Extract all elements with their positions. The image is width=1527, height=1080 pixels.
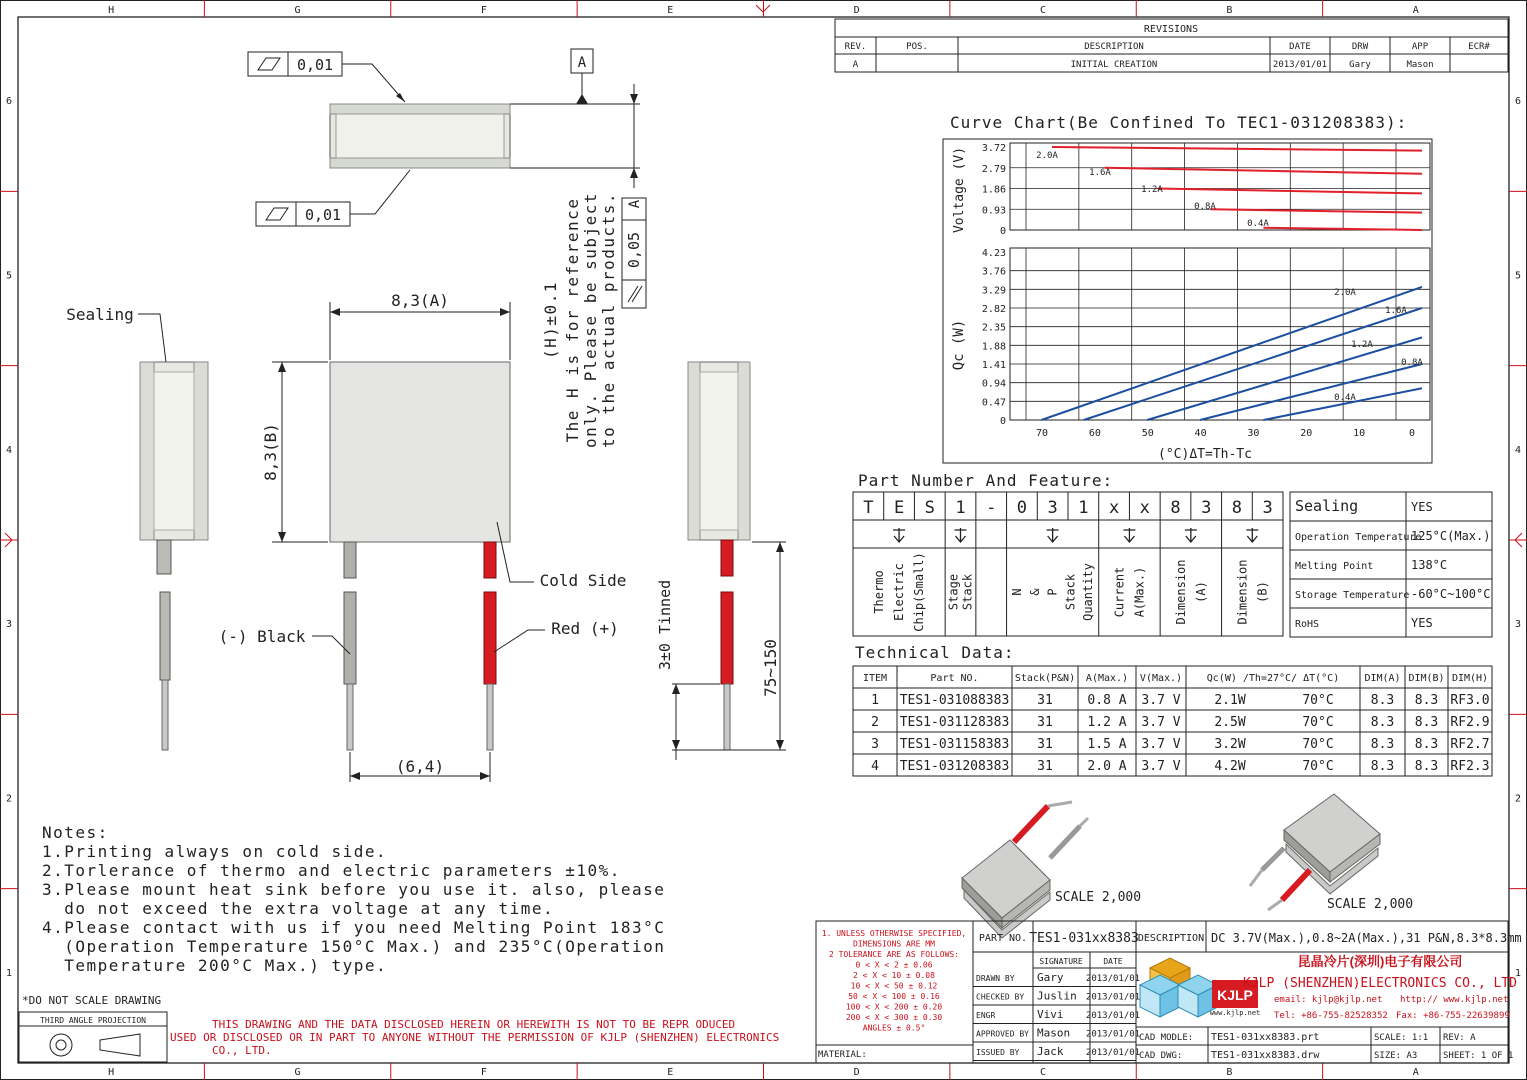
tech-cell: 8.3 [1370, 759, 1395, 774]
pn-char: T [863, 498, 874, 518]
tech-header: Stack(P&N) [1014, 673, 1076, 684]
disclaimer-line: USED OR DISCLOSED OR IN PART TO ANYONE WITHOUT THE PERMISSION OF KJLP (SHENZHEN) ELECTRONICS [170, 1031, 780, 1044]
note-line: 3.Please mount heat sink before you use it. also, please [42, 880, 666, 899]
h-note-line: to the actual products. [599, 191, 618, 449]
zone-col-top: E [667, 5, 674, 16]
y-tick-label: 0 [999, 416, 1006, 427]
x-axis-label: (°C)ΔT=Th-Tc [1158, 447, 1252, 462]
tech-cell: TES1-031158383 [899, 737, 1010, 752]
signature-role: ENGR [976, 1011, 996, 1020]
revision-cell: Mason [1406, 60, 1434, 70]
tolerance-line: 2 TOLERANCE ARE AS FOLLOWS: [828, 950, 960, 959]
qc-axis-label: Qc (W) [951, 319, 967, 371]
zone-col-bottom: A [1412, 1067, 1419, 1078]
signature-role: CHECKED BY [976, 992, 1025, 1002]
zone-row-right: 6 [1514, 96, 1522, 108]
tech-cell: TES1-031128383 [899, 715, 1010, 730]
tinned-label: 3±0 Tinned [656, 579, 674, 671]
tech-header: DIM(A) [1364, 673, 1401, 684]
x-tick-label: 40 [1194, 428, 1207, 439]
company-tel: Tel: +86-755-82528352 [1274, 1011, 1388, 1021]
notes-title: Notes: [42, 823, 109, 842]
zone-row-left: 2 [5, 793, 13, 805]
tech-cell-qc: 2.1W [1214, 693, 1246, 708]
company-fax: Fax: +86-755-22639899 [1396, 1011, 1510, 1021]
pn-group-label: Quantity [1081, 563, 1096, 621]
pn-char: 8 [1170, 498, 1181, 518]
revision-header: DRW [1351, 42, 1369, 52]
feature-value: 138°C [1411, 558, 1448, 572]
tech-cell: TES1-031208383 [899, 759, 1010, 774]
company-email: email: kjlp@kjlp.net [1274, 995, 1383, 1005]
revision-header: POS. [906, 42, 928, 52]
revision-cell: INITIAL CREATION [1070, 60, 1158, 70]
series-label: 0.4A [1247, 219, 1269, 229]
tech-cell-qc: 2.5W [1214, 715, 1246, 730]
y-tick-label: 3.76 [981, 266, 1006, 278]
part-no-label: PART NO. [978, 933, 1028, 944]
tech-cell: 2.0 A [1087, 759, 1127, 774]
signature-name: Jack [1037, 1045, 1064, 1058]
tech-cell: RF3.0 [1450, 693, 1490, 708]
signature-date: 2013/01/01 [1085, 1011, 1141, 1021]
pitch-dimension: (6,4) [395, 757, 445, 776]
pn-char: 1 [1078, 498, 1089, 518]
x-tick-label: 10 [1353, 428, 1366, 439]
width-dimension: 8,3(A) [391, 291, 449, 310]
cad-model-value: TES1-031xx8383.prt [1211, 1032, 1320, 1043]
tech-cell-dt: 70°C [1302, 737, 1334, 752]
tolerance-line: 2 < X < 10 ± 0.08 [853, 971, 935, 980]
company-name-en: KJLP (SHENZHEN)ELECTRONICS CO., LTD [1243, 976, 1517, 991]
signature-name: Juslin [1037, 989, 1077, 1003]
revision-cell: A [852, 60, 859, 70]
x-tick-label: 60 [1088, 428, 1101, 439]
h-note-line: The H is for reference [563, 197, 582, 443]
y-tick-label: 1.41 [981, 360, 1006, 371]
black-wire-label: (-) Black [218, 627, 306, 646]
chart-title: Curve Chart(Be Confined To TEC1-031208383): [950, 113, 1408, 132]
revision-header: DESCRIPTION [1084, 42, 1144, 52]
series-label: 0.8A [1401, 358, 1423, 368]
tech-cell: 8.3 [1370, 737, 1395, 752]
note-line: (Operation Temperature 150°C Max.) and 235°C(Operation [42, 937, 666, 956]
tech-header: DIM(H) [1451, 673, 1489, 684]
signature-date: 2013/01/01 [1085, 1048, 1141, 1058]
feature-key: RoHS [1295, 619, 1320, 630]
zone-col-bottom: H [108, 1067, 115, 1078]
zone-col-bottom: E [667, 1067, 674, 1078]
length-dimension: 75~150 [761, 639, 780, 697]
zone-col-bottom: B [1226, 1067, 1233, 1078]
cold-side-label: Cold Side [539, 571, 627, 590]
zone-row-right: 1 [1514, 967, 1522, 979]
y-tick-label: 1.88 [981, 341, 1006, 353]
zone-col-top: F [480, 5, 487, 16]
zone-col-top: D [853, 5, 860, 16]
zone-row-right: 3 [1514, 619, 1522, 631]
note-line: do not exceed the extra voltage at any time. [42, 899, 555, 918]
x-tick-label: 20 [1300, 428, 1313, 439]
pn-char: 3 [1262, 498, 1273, 518]
parallelism-callout [622, 198, 646, 308]
tech-cell: 8.3 [1414, 693, 1439, 708]
y-tick-label: 2.79 [981, 163, 1006, 175]
revision-cell: Gary [1349, 60, 1371, 70]
feature-key: Melting Point [1295, 561, 1374, 572]
pn-char: 1 [955, 498, 966, 518]
series-label: 0.8A [1194, 202, 1216, 212]
revisions-title: REVISIONS [1143, 24, 1199, 35]
tech-cell: 31 [1037, 715, 1053, 730]
tech-cell: 1.5 A [1087, 737, 1127, 752]
cad-dwg-value: TES1-031xx8383.drw [1211, 1050, 1320, 1061]
logo-url: www.kjlp.net [1209, 1009, 1261, 1017]
zone-col-top: C [1040, 5, 1047, 16]
y-tick-label: 2.35 [981, 322, 1006, 334]
zone-row-right: 4 [1514, 444, 1522, 456]
pn-group-label: Stage [946, 573, 961, 611]
scale-value: SCALE: 1:1 [1374, 1033, 1429, 1043]
note-line: 1.Printing always on cold side. [42, 842, 388, 861]
note-line: 4.Please contact with us if you need Melting Point 183°C [42, 918, 666, 937]
y-tick-label: 1.86 [981, 184, 1006, 196]
y-tick-label: 0 [999, 226, 1006, 237]
tech-cell: RF2.7 [1450, 737, 1490, 752]
tech-cell: 8.3 [1414, 737, 1439, 752]
disclaimer-line: THIS DRAWING AND THE DATA DISCLOSED HEREIN OR HEREWITH IS NOT TO BE REPR ODUCED [212, 1018, 736, 1031]
series-label: 1.2A [1351, 340, 1373, 350]
pn-group-label: Stack [1063, 573, 1078, 611]
x-tick-label: 30 [1247, 428, 1260, 439]
zone-row-right: 2 [1514, 793, 1522, 805]
part-number-title: Part Number And Feature: [858, 471, 1114, 490]
series-label: 2.0A [1334, 288, 1356, 298]
feature-value: YES [1411, 500, 1433, 514]
tech-cell-dt: 70°C [1302, 715, 1334, 730]
pn-group-label: Current [1112, 566, 1127, 618]
signature-name: Mason [1037, 1026, 1071, 1040]
tech-cell-qc: 4.2W [1214, 759, 1246, 774]
pn-char: - [986, 498, 997, 518]
x-tick-label: 0 [1408, 428, 1416, 439]
zone-row-left: 3 [5, 619, 13, 631]
signature-name: Gary [1037, 971, 1064, 984]
tolerance-line: 50 < X < 100 ± 0.16 [848, 992, 940, 1001]
zone-row-left: 5 [5, 270, 13, 282]
feature-value: 125°C(Max.) [1411, 529, 1491, 543]
zone-row-left: 4 [5, 444, 13, 456]
note-line: 2.Torlerance of thermo and electric parameters ±10%. [42, 861, 621, 880]
revision-header: ECR# [1468, 42, 1490, 52]
signature-name: Vivi [1037, 1008, 1064, 1021]
tech-cell: 31 [1037, 737, 1053, 752]
date-header: DATE [1103, 957, 1123, 966]
pn-char: 8 [1231, 498, 1243, 518]
y-tick-label: 4.23 [981, 248, 1006, 259]
zone-row-left: 6 [5, 96, 13, 108]
signature-role: DRAWN BY [976, 974, 1015, 983]
tech-cell: 0.8 A [1087, 693, 1127, 708]
series-label: 2.0A [1036, 151, 1058, 161]
y-tick-label: 3.29 [981, 285, 1006, 297]
zone-row-left: 1 [5, 967, 13, 979]
tech-cell: 3.7 V [1141, 715, 1181, 730]
tech-cell: 3.7 V [1141, 759, 1181, 774]
projection-label: THIRD ANGLE PROJECTION [40, 1016, 146, 1025]
do-not-scale: *DO NOT SCALE DRAWING [22, 994, 162, 1007]
pn-group-label: (B) [1255, 581, 1270, 603]
tolerance-line: 1. UNLESS OTHERWISE SPECIFIED, [821, 929, 967, 938]
pn-group-label: Electric [892, 563, 907, 621]
zone-col-bottom: C [1040, 1067, 1047, 1078]
scale-label-2: SCALE 2,000 [1326, 897, 1414, 912]
tolerance-line: ANGLES ± 0.5° [862, 1023, 926, 1033]
tolerance-line: 0 < X < 2 ± 0.06 [855, 960, 933, 970]
zone-col-top: A [1412, 5, 1419, 16]
feature-key: Operation Temperature [1295, 532, 1422, 543]
feature-value: -60°C~100°C [1411, 587, 1491, 601]
sealing-label: Sealing [66, 305, 134, 324]
tech-header: ITEM [862, 673, 888, 684]
technical-title: Technical Data: [855, 643, 1015, 662]
y-tick-label: 3.72 [981, 143, 1006, 154]
description-value: DC 3.7V(Max.),0.8~2A(Max.),31 P&N,8.3*8.3mm [1211, 931, 1522, 945]
feature-key: Sealing [1295, 497, 1359, 515]
tech-cell: RF2.9 [1450, 715, 1490, 730]
pn-char: E [893, 498, 905, 518]
tech-header: Qc(W) /Th=27°C/ ΔT(°C) [1206, 673, 1340, 684]
tech-cell-qc: 3.2W [1214, 737, 1246, 752]
pn-group-label: Thermo [872, 570, 887, 614]
zone-col-bottom: F [480, 1067, 487, 1078]
tolerance-line: 200 < X < 300 ± 0.30 [845, 1013, 943, 1022]
pn-group-label: Stack [960, 573, 975, 611]
tech-cell: 8.3 [1414, 715, 1439, 730]
feature-value: YES [1411, 616, 1433, 630]
tech-cell: 4 [871, 759, 879, 774]
tolerance-line: 10 < X < 50 ± 0.12 [850, 981, 938, 991]
parallel-value: 0,05 [625, 231, 643, 269]
signature-role: APPROVED BY [976, 1029, 1029, 1039]
zone-col-top: H [108, 5, 115, 16]
revision-header: DATE [1289, 42, 1311, 52]
svg-text:KJLP: KJLP [1217, 987, 1253, 1003]
sheet-value: SHEET: 1 OF 1 [1443, 1051, 1514, 1061]
revision-cell: 2013/01/01 [1272, 60, 1328, 70]
voltage-axis-label: Voltage (V) [952, 146, 967, 234]
series-label: 1.2A [1141, 185, 1163, 195]
tech-cell: 8.3 [1370, 715, 1395, 730]
zone-col-top: B [1226, 5, 1233, 16]
pn-char: 3 [1047, 498, 1058, 518]
tech-cell: 31 [1037, 759, 1053, 774]
tech-header: DIM(B) [1408, 673, 1445, 684]
tech-header: V(Max.) [1139, 673, 1183, 684]
signature-header: SIGNATURE [1039, 957, 1083, 966]
h-note-line: (H)±0.1 [541, 281, 560, 359]
description-label: DESCRIPTION [1137, 933, 1205, 944]
pn-group-label: N [1010, 588, 1025, 596]
feature-key: Storage Temperature [1295, 590, 1410, 601]
pn-char: x [1108, 498, 1120, 518]
x-tick-label: 50 [1141, 428, 1154, 439]
datum-a: A [577, 55, 587, 71]
tech-cell: 31 [1037, 693, 1053, 708]
x-tick-label: 70 [1035, 428, 1049, 439]
pn-group-label: Dimension [1235, 559, 1250, 625]
flatness-value-top: 0,01 [296, 56, 334, 74]
tech-cell: 3.7 V [1141, 737, 1181, 752]
y-tick-label: 0.47 [981, 397, 1006, 409]
tech-header: A(Max.) [1085, 673, 1129, 684]
tech-cell: 8.3 [1370, 693, 1395, 708]
h-note-line: only. Please be subject [581, 191, 600, 449]
revision-header: APP [1411, 42, 1429, 52]
signature-role: ISSUED BY [976, 1048, 1020, 1057]
size-value: SIZE: A3 [1374, 1051, 1418, 1061]
flatness-value-bottom: 0,01 [304, 206, 342, 224]
tech-cell: 3.7 V [1141, 693, 1181, 708]
signature-date: 2013/01/01 [1085, 974, 1141, 984]
y-tick-label: 0.93 [981, 205, 1006, 217]
tolerance-line: 100 < X < 200 ± 0.20 [845, 1002, 943, 1012]
cad-model-label: CAD MODLE: [1139, 1033, 1194, 1043]
revision-header: REV. [844, 42, 867, 52]
scale-label-1: SCALE 2,000 [1054, 890, 1142, 905]
rev-value: REV: A [1443, 1033, 1476, 1043]
pn-char: x [1139, 498, 1150, 518]
note-line: Temperature 200°C Max.) type. [42, 956, 388, 975]
series-label: 0.4A [1334, 393, 1356, 403]
red-wire-label: Red (+) [551, 619, 619, 638]
material-label: MATERIAL: [818, 1050, 867, 1060]
pn-group-label: P [1045, 588, 1060, 596]
y-tick-label: 2.82 [981, 304, 1006, 315]
tech-cell: RF2.3 [1450, 759, 1490, 774]
tolerance-line: DIMENSIONS ARE MM [853, 939, 935, 949]
series-label: 1.6A [1089, 168, 1111, 178]
pn-group-label: Chip(Small) [912, 552, 927, 632]
height-dimension: 8,3(B) [261, 423, 280, 481]
zone-col-bottom: D [853, 1067, 860, 1078]
pn-group-label: Dimension [1173, 559, 1188, 625]
parallel-datum: A [627, 199, 643, 209]
tech-cell: 2 [871, 715, 879, 730]
tech-cell-dt: 70°C [1302, 759, 1334, 774]
tech-cell: TES1-031088383 [899, 693, 1010, 708]
pn-group-label: A(Max.) [1132, 566, 1147, 618]
y-tick-label: 0.94 [981, 378, 1006, 390]
signature-date: 2013/01/01 [1085, 992, 1141, 1003]
tech-cell: 1.2 A [1087, 715, 1127, 730]
tech-cell-dt: 70°C [1302, 693, 1334, 708]
pn-char: 3 [1201, 498, 1212, 518]
company-name-cn: 昆晶冷片(深圳)电子有限公司 [1297, 954, 1463, 969]
zone-col-bottom: G [294, 1067, 301, 1078]
tech-cell: 1 [871, 693, 879, 708]
tech-cell: 8.3 [1414, 759, 1439, 774]
disclaimer-line: CO., LTD. [212, 1044, 272, 1057]
pn-char: 0 [1016, 498, 1028, 518]
tech-cell: 3 [871, 737, 879, 752]
series-label: 1.6A [1385, 306, 1407, 316]
zone-col-top: G [294, 5, 301, 16]
company-web: http:// www.kjlp.net [1400, 995, 1509, 1005]
cad-dwg-label: CAD DWG: [1139, 1051, 1183, 1061]
part-no-value: TES1-031xx8383 [1029, 931, 1139, 946]
pn-group-label: (A) [1193, 581, 1208, 603]
pn-char: S [924, 498, 935, 518]
tech-header: Part NO. [930, 673, 979, 684]
pn-group-label: & [1027, 588, 1042, 596]
signature-date: 2013/01/01 [1085, 1029, 1141, 1040]
zone-row-right: 5 [1514, 270, 1522, 282]
